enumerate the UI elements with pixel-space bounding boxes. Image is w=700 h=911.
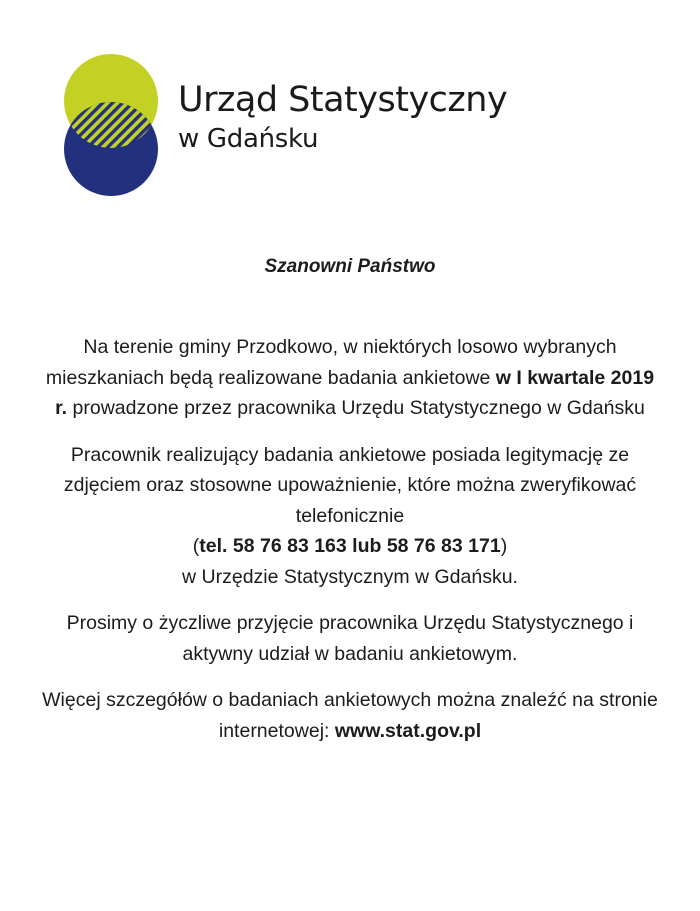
paragraph-survey-info — [40, 332, 660, 424]
letter-body — [40, 252, 660, 762]
paragraph-verification — [40, 440, 660, 593]
logo-mark-icon — [62, 52, 160, 198]
logo-title: Urząd Statystyczny — [178, 80, 508, 120]
paragraph-request: Prosimy o życzliwe przyjęcie pracownika Urzędu Statystycznego i aktywny udział w badaniu ankietowym. — [66, 612, 634, 665]
greeting: Szanowni Państwo — [264, 256, 436, 277]
logo-text — [178, 80, 507, 156]
paragraph-text: Więcej szczegółów o badaniach ankietowych można znaleźć na stronie internetowej: — [42, 689, 658, 742]
paragraph-text: Pracownik realizujący badania ankietowe posiada legitymację ze zdjęciem oraz stosowne upoważnienie, które można zweryfikować telefonicznie — [63, 443, 637, 527]
logo-subtitle: w Gdańsku — [178, 124, 319, 154]
paragraph-text: w Urzędzie Statystycznym w Gdańsku. — [182, 565, 518, 588]
website-link[interactable]: www.stat.gov.pl — [334, 719, 482, 742]
phone-numbers: tel. 58 76 83 163 lub 58 76 83 171 — [199, 535, 501, 557]
paren-close: ) — [500, 535, 508, 557]
paragraph-more-info — [40, 685, 660, 746]
survey-period: w I kwartale 2019 r. — [55, 366, 655, 419]
logo — [62, 52, 532, 202]
paren-open: ( — [192, 535, 200, 557]
paragraph-text: prowadzone przez pracownika Urzędu Statystycznego w Gdańsku — [67, 397, 645, 419]
paragraph-text: Na terenie gminy Przodkowo, w niektórych losowo wybranych mieszkaniach będą realizowane badania ankietowe — [45, 336, 617, 389]
